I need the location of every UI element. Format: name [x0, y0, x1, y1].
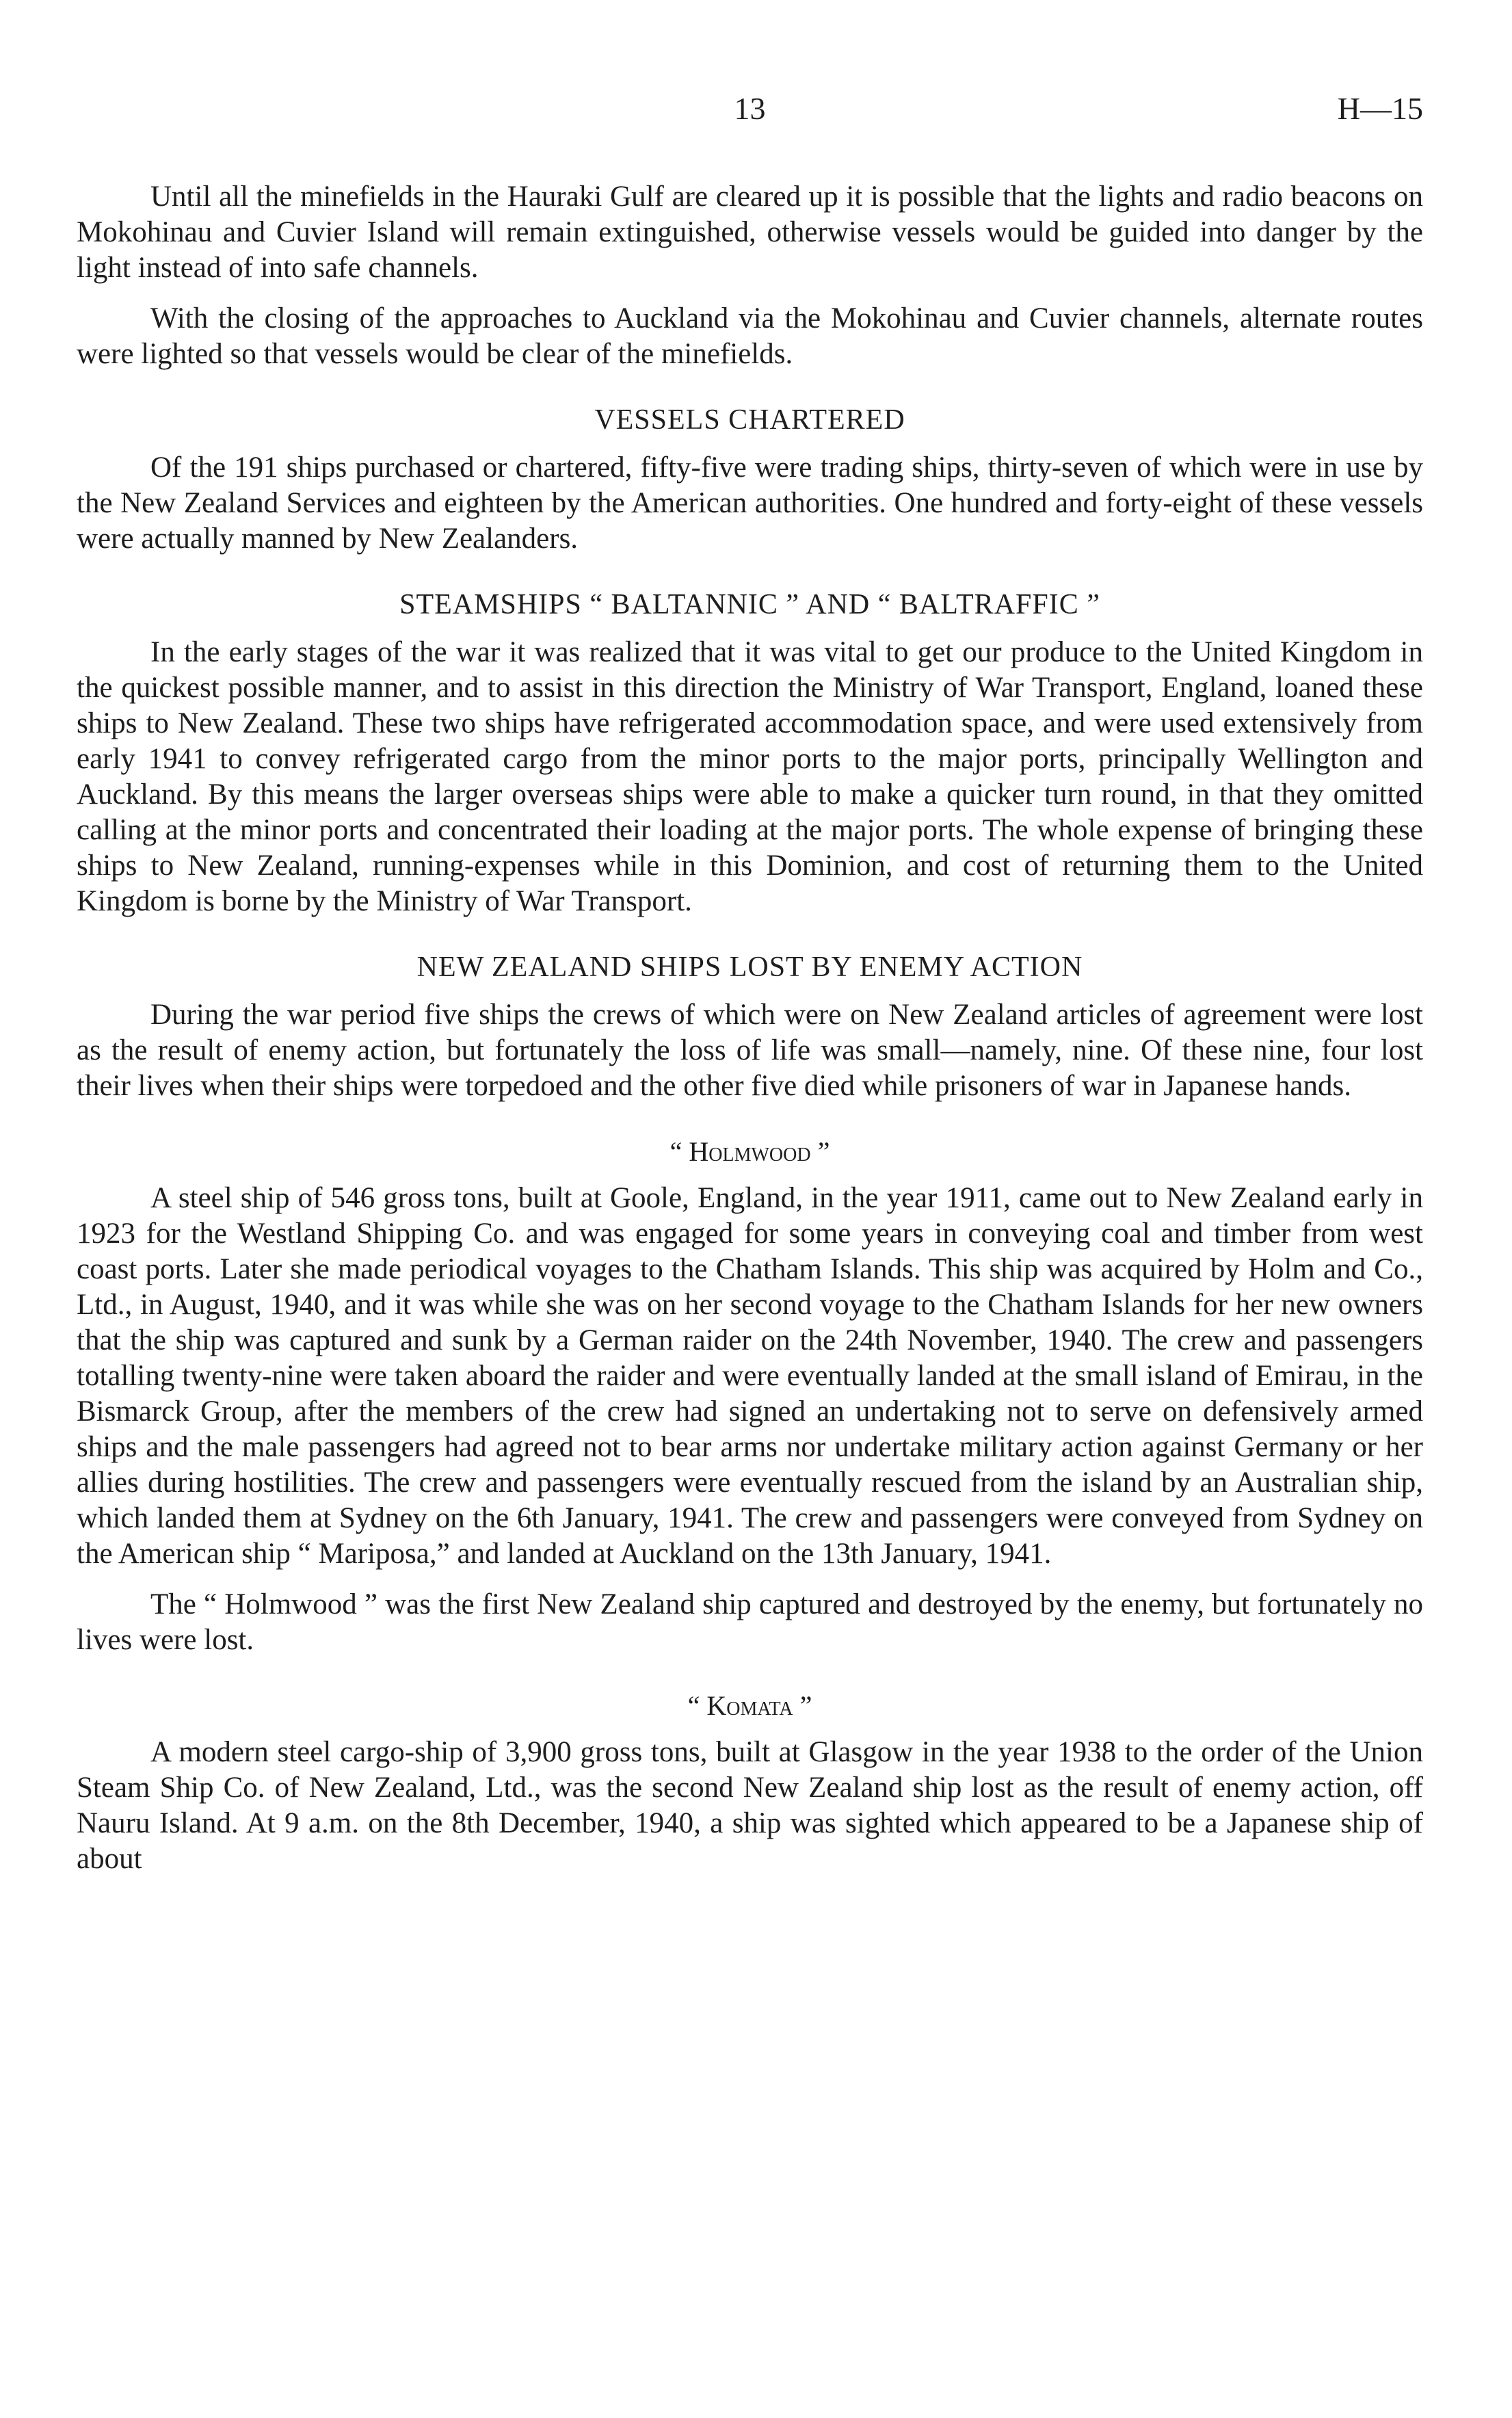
- subheading-komata: “ Komata ”: [687, 1690, 812, 1721]
- section-heading-ships-lost: NEW ZEALAND SHIPS LOST BY ENEMY ACTION: [416, 951, 1083, 983]
- intro-paragraph-1: Until all the minefields in the Hauraki Gulf are cleared up it is possible that the lights and radio beacons on Mokohinau and Cuvier Island will remain extinguished, otherwise vessels would be guided into danger by the light instead of into safe channels.: [77, 181, 1423, 284]
- section-heading-steamships: STEAMSHIPS “ BALTANNIC ” AND “ BALTRAFFIC ”: [399, 589, 1100, 620]
- komata-paragraph: A modern steel cargo-ship of 3,900 gross tons, built at Glasgow in the year 1938 to the order of the Union Steam Ship Co. of New Zealand, Ltd., was the second New Zealand ship lost as the result of enemy action, off Nauru Island. At 9 a.m. on the 8th December, 1940, a ship was sighted which appeared to be a Japanese ship of about: [77, 1736, 1423, 1875]
- subheading-holmwood: “ Holmwood ”: [669, 1136, 830, 1167]
- section-heading-vessels-chartered: VESSELS CHARTERED: [594, 404, 905, 436]
- vessels-chartered-paragraph: Of the 191 ships purchased or chartered, fifty-five were trading ships, thirty-seven of which were in use by the New Zealand Services and eighteen by the American authorities. One hundred and forty-eight of these vessels were actually manned by New Zealanders.: [77, 451, 1423, 555]
- steamships-section: [77, 587, 1423, 919]
- holmwood-paragraph-1: A steel ship of 546 gross tons, built at Goole, England, in the year 1911, came out to New Zealand early in 1923 for the Westland Shipping Co. and was engaged for some years in conveying coal and timber from west coast ports. Later she made periodical voyages to the Chatham Islands. This ship was acquired by Holm and Co., Ltd., in August, 1940, and it was while she was on her second voyage to the Chatham Islands for her new owners that the ship was captured and sunk by a German raider on the 24th November, 1940. The crew and passengers totalling twenty-nine were taken aboard the raider and were eventually landed at the small island of Emirau, in the Bismarck Group, after the members of the crew had signed an undertaking not to serve on defensively armed ships and the male passengers had agreed not to bear arms nor undertake military action against Germany or her allies during hostilities. The crew and passengers were eventually rescued from the island by an Australian ship, which landed them at Sydney on the 6th January, 1941. The crew and passengers were conveyed from Sydney on the American ship “ Mariposa,” and landed at Auckland on the 13th January, 1941.: [77, 1182, 1423, 1570]
- holmwood-paragraph-2: The “ Holmwood ” was the first New Zealand ship captured and destroyed by the enemy, but fortunately no lives were lost.: [77, 1588, 1423, 1656]
- page-number: 13: [734, 91, 766, 126]
- page-body: [77, 179, 1423, 1892]
- komata-section: [77, 1688, 1423, 1877]
- intro-section: [77, 179, 1423, 372]
- ships-lost-section: [77, 949, 1423, 1104]
- series-number: H—15: [1337, 91, 1423, 126]
- intro-paragraph-2: With the closing of the approaches to Auckland via the Mokohinau and Cuvier channels, alternate routes were lighted so that vessels would be clear of the minefields.: [77, 302, 1423, 370]
- ships-lost-paragraph: During the war period five ships the crews of which were on New Zealand articles of agreement were lost as the result of enemy action, but fortunately the loss of life was small—namely, nine. Of these nine, four lost their lives when their ships were torpedoed and the other five died while prisoners of war in Japanese hands.: [77, 999, 1423, 1102]
- holmwood-section: [77, 1134, 1423, 1658]
- vessels-chartered-section: [77, 402, 1423, 557]
- steamships-paragraph: In the early stages of the war it was realized that it was vital to get our produce to the United Kingdom in the quickest possible manner, and to assist in this direction the Ministry of War Transport, England, loaned these ships to New Zealand. These two ships have refrigerated accommodation space, and were used extensively from early 1941 to convey refrigerated cargo from the minor ports to the major ports, principally Wellington and Auckland. By this means the larger overseas ships were able to make a quicker turn round, in that they omitted calling at the minor ports and concentrated their loading at the major ports. The whole expense of bringing these ships to New Zealand, running-expenses while in this Dominion, and cost of returning them to the United Kingdom is borne by the Ministry of War Transport.: [77, 636, 1423, 917]
- page-header: [77, 90, 1423, 138]
